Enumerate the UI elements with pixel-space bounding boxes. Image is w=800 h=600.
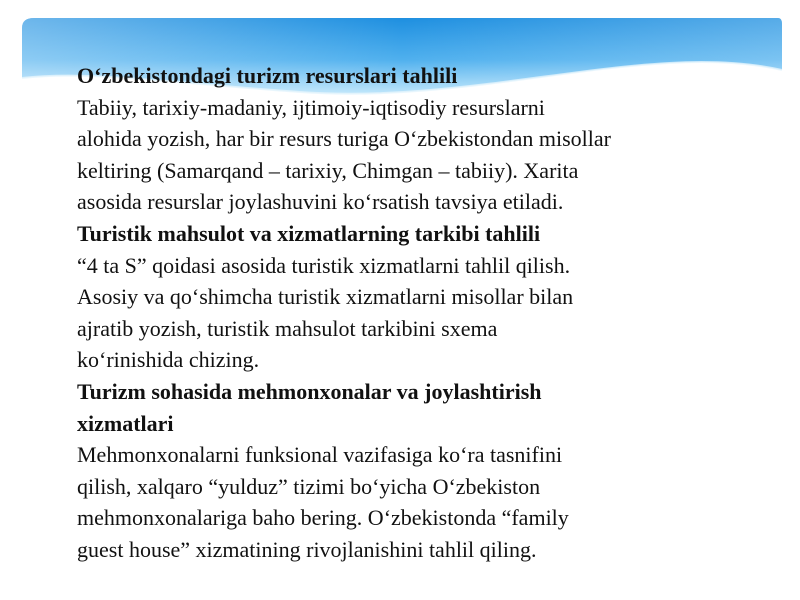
section-heading: O‘zbekistondagi turizm resurslari tahlili [77,63,458,88]
section-hotels [77,376,777,566]
section-heading: Turizm sohasida mehmonxonalar va joylashtirish xizmatlari [77,378,542,436]
section-body: Mehmonxonalarni funksional vazifasiga ko‘ra tasnifini qilish, xalqaro “yulduz” tizimi bo‘yicha O‘zbekiston mehmonxonalariga baho bering. O‘zbekistonda “family guest house” xizmatining rivojlanishini tahlil qiling. [77,442,569,562]
section-products [77,218,777,376]
section-resources [77,60,777,218]
slide-content [77,60,777,566]
section-heading: Turistik mahsulot va xizmatlarning tarkibi tahlili [77,220,541,246]
section-body: “4 ta S” qoidasi asosida turistik xizmatlarni tahlil qilish. Asosiy va qo‘shimcha turistik xizmatlarni misollar bilan ajratib yozish, turistik mahsulot tarkibini sxema ko‘rinishida chizing. [77,252,574,373]
section-body: Tabiiy, tarixiy-madaniy, ijtimoiy-iqtisodiy resurslarni alohida yozish, har bir resurs turiga O‘zbekistondan misollar keltiring (Samarqand – tarixiy, Chimgan – tabiiy). Xarita asosida resurslar joylashuvini ko‘rsatish tavsiya etiladi. [77,94,611,215]
